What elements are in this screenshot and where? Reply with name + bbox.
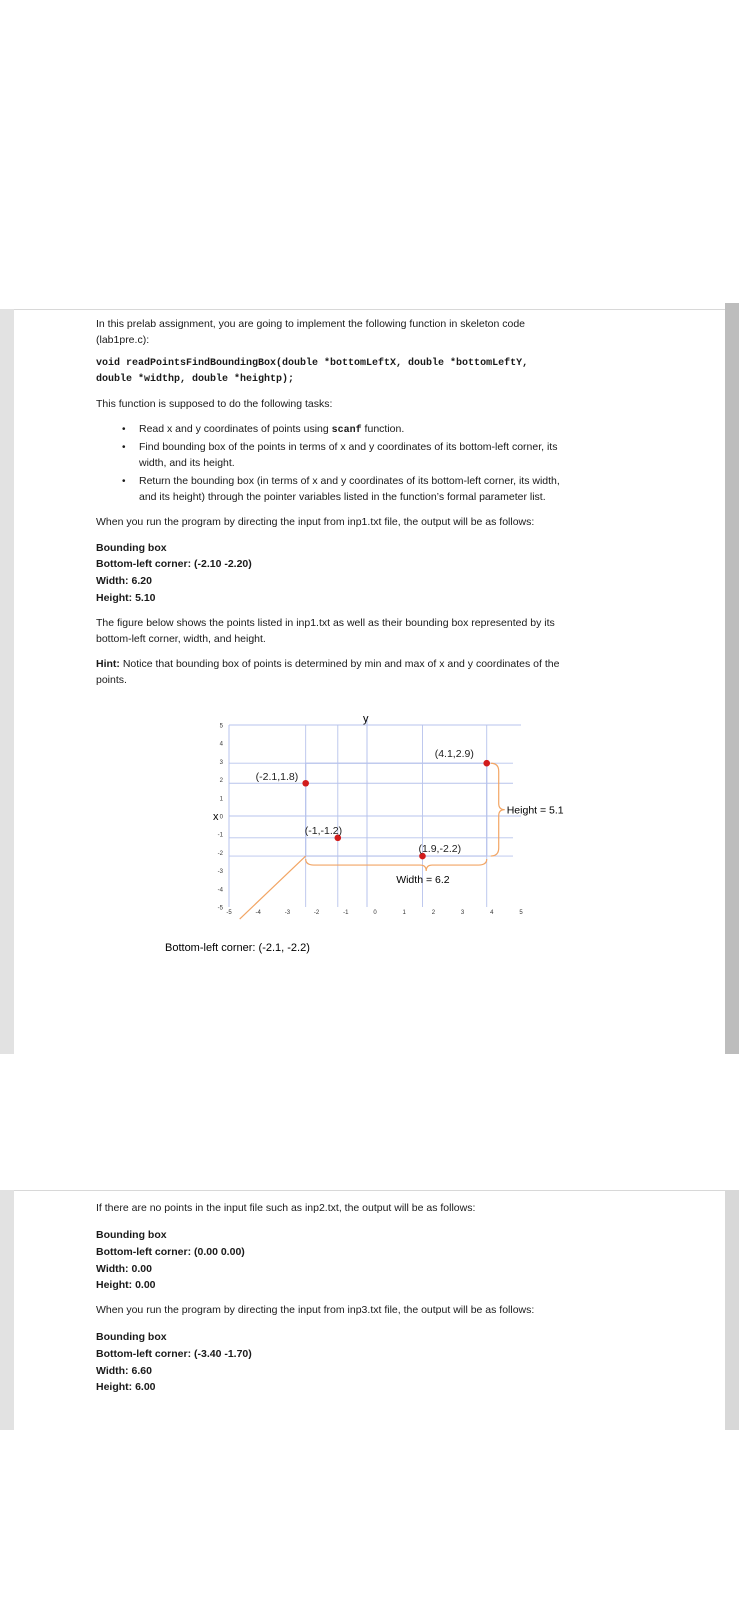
y-tick-label: -1 <box>217 832 223 839</box>
point-label: (-2.1,1.8) <box>255 771 299 784</box>
y-tick-label: 4 <box>219 741 223 748</box>
y-tick-label: -5 <box>217 905 223 912</box>
run1-output-line-1: Bounding box <box>96 542 167 554</box>
x-tick-label: -3 <box>284 910 291 916</box>
run3-intro: When you run the program by directing the input from inp3.txt file, the output will be as follows: <box>96 1304 535 1316</box>
code-line-1: void readPointsFindBoundingBox(double *bottomLeftX, double *bottomLeftY, <box>96 358 529 369</box>
data-point <box>302 780 309 787</box>
run1-output-line-2: Bottom-left corner: (-2.10 -2.20) <box>96 558 252 570</box>
run3-output-line-2: Bottom-left corner: (-3.40 -1.70) <box>96 1348 252 1360</box>
x-axis-label: x <box>213 811 219 823</box>
run1-output-line-3: Width: 6.20 <box>96 575 152 587</box>
tasks-intro: This function is supposed to do the following tasks: <box>96 398 333 410</box>
y-tick-label: -2 <box>217 850 223 857</box>
x-tick-label: -1 <box>343 910 349 916</box>
point-label: (-1,-1.2) <box>304 824 343 837</box>
y-tick-label: -3 <box>217 869 223 876</box>
y-tick-label: -4 <box>217 887 223 894</box>
y-tick-label: 1 <box>219 796 223 803</box>
bullet-icon: • <box>122 424 126 435</box>
code-line-2: double *widthp, double *heightp); <box>96 374 295 385</box>
run2-output-line-1: Bounding box <box>96 1229 167 1241</box>
width-label: Width = 6.2 <box>396 874 450 887</box>
x-tick-label: 3 <box>460 910 465 916</box>
hint-line-2: points. <box>96 674 127 686</box>
bullet-3-line-1: Return the bounding box (in terms of x and y coordinates of its bottom-left corner, its width, <box>139 475 560 487</box>
bullet-1-text-end: function. <box>361 423 405 435</box>
y-tick-label: 0 <box>219 814 223 821</box>
run3-output-line-4: Height: 6.00 <box>96 1381 156 1393</box>
x-tick-label: 2 <box>431 910 436 916</box>
height-label: Height = 5.1 <box>506 804 564 817</box>
corner-leader-line <box>240 856 306 919</box>
run2-output-line-2: Bottom-left corner: (0.00 0.00) <box>96 1246 245 1258</box>
run2-intro: If there are no points in the input file such as inp2.txt, the output will be as follows: <box>96 1202 476 1214</box>
intro-line-1: In this prelab assignment, you are going to implement the following function in skeleton code <box>96 318 526 330</box>
bullet-1-text: Read x and y coordinates of points using <box>139 423 332 435</box>
x-tick-label: 0 <box>373 910 377 916</box>
run1-output-line-4: Height: 5.10 <box>96 592 156 604</box>
figure-text-line-2: bottom-left corner, width, and height. <box>96 633 266 645</box>
x-tick-label: 4 <box>490 910 494 916</box>
intro-line-2: (lab1pre.c): <box>96 334 150 346</box>
bullet-2-line-2: width, and its height. <box>139 457 235 469</box>
data-point <box>483 760 490 767</box>
run1-intro: When you run the program by directing the input from inp1.txt file, the output will be as follows: <box>96 516 535 528</box>
width-brace <box>306 859 487 871</box>
run3-output-line-1: Bounding box <box>96 1331 167 1343</box>
run3-output-line-3: Width: 6.60 <box>96 1365 152 1377</box>
y-tick-label: 3 <box>219 759 223 766</box>
run2-output-line-4: Height: 0.00 <box>96 1279 156 1291</box>
x-tick-label: 5 <box>519 910 523 916</box>
hint-label: Hint: <box>96 658 120 670</box>
run2-output-line-3: Width: 0.00 <box>96 1263 152 1275</box>
bullet-3-line-2: and its height) through the pointer variables listed in the function’s formal parameter list. <box>139 491 546 503</box>
bullet-1-code: scanf <box>331 425 362 436</box>
figure-text-line-1: The figure below shows the points listed in inp1.txt as well as their bounding box represented by its <box>96 617 555 629</box>
point-label: (1.9,-2.2) <box>418 843 462 856</box>
bullet-icon: • <box>122 476 126 487</box>
x-tick-label: -2 <box>313 910 320 916</box>
y-tick-label: 2 <box>219 778 223 785</box>
point-label: (4.1,2.9) <box>434 748 474 761</box>
height-brace <box>491 763 505 856</box>
x-tick-label: -5 <box>226 910 232 916</box>
x-tick-label: 1 <box>402 910 406 916</box>
y-axis-label: y <box>363 713 369 725</box>
bullet-icon: • <box>122 442 126 453</box>
corner-caption: Bottom-left corner: (-2.1, -2.2) <box>165 942 310 954</box>
x-tick-label: -4 <box>255 910 261 916</box>
bullet-2-line-1: Find bounding box of the points in terms of x and y coordinates of its bottom-left corner, its <box>139 441 558 453</box>
hint-text: Notice that bounding box of points is determined by min and max of x and y coordinates of the <box>119 658 560 670</box>
y-tick-label: 5 <box>219 723 223 730</box>
